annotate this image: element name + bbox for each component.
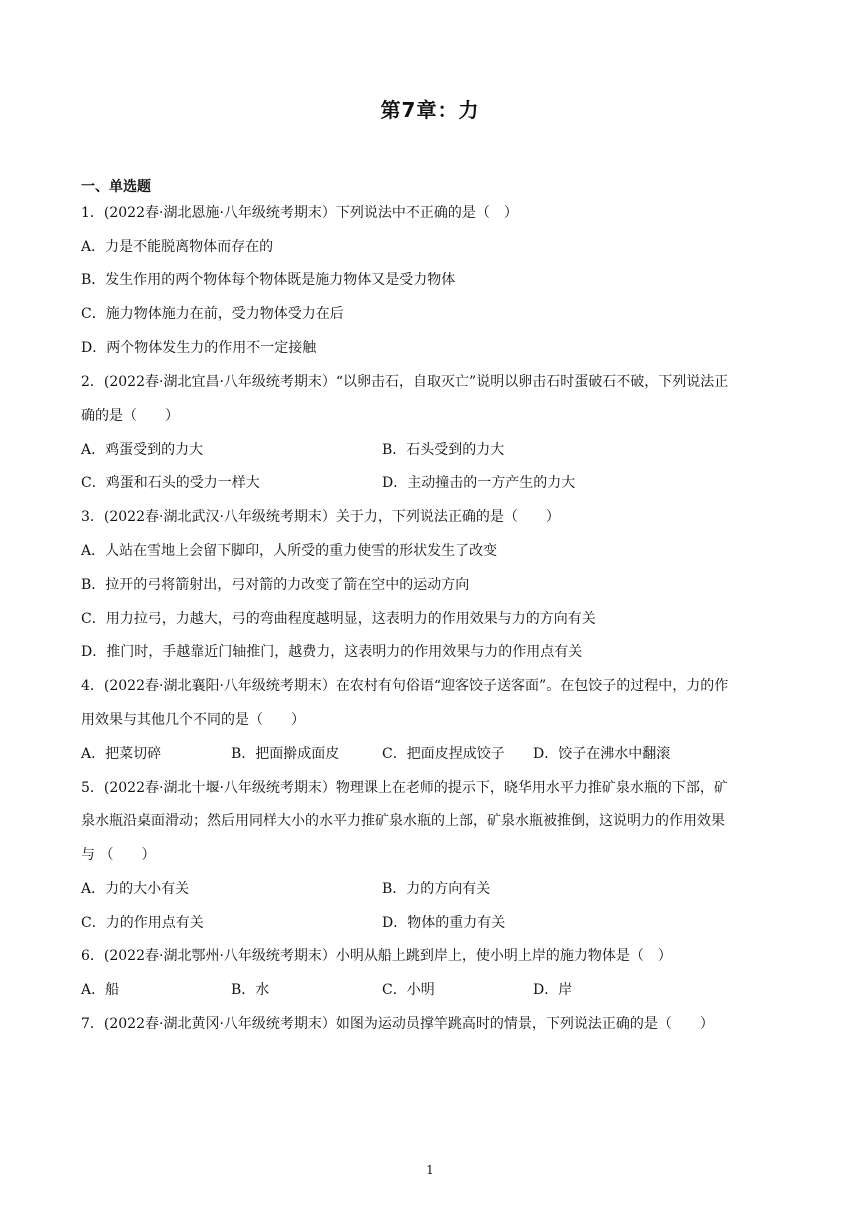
question-4-option-a: A．把菜切碎 (81, 746, 162, 762)
page-number: 1 (426, 1163, 434, 1177)
question-3-option-b: B．拉开的弓将箭射出，弓对箭的力改变了箭在空中的运动方向 (81, 577, 470, 593)
question-6-option-c: C．小明 (382, 982, 435, 998)
question-5-option-b: B．力的方向有关 (382, 881, 491, 897)
question-3-option-a: A．人站在雪地上会留下脚印，人所受的重力使雪的形状发生了改变 (81, 543, 498, 559)
question-1-stem: 1．(2022春·湖北恩施·八年级统考期末）下列说法中不正确的是（ ） (81, 205, 518, 221)
question-3-option-d: D．推门时，手越靠近门轴推门，越费力，这表明力的作用效果与力的作用点有关 (81, 644, 583, 660)
question-1-option-c: C．施力物体施力在前，受力物体受力在后 (81, 306, 344, 322)
question-5-stem-line2: 泉水瓶沿桌面滑动；然后用同样大小的水平力推矿泉水瓶的上部，矿泉水瓶被推倒，这说明力的作用效果 (81, 813, 725, 829)
question-3-stem: 3．(2022春·湖北武汉·八年级统考期末）关于力，下列说法正确的是（ ） (81, 509, 560, 525)
question-2-stem-line2: 确的是（ ） (81, 408, 179, 424)
question-4-stem-line2: 用效果与其他几个不同的是（ ） (81, 712, 305, 728)
question-5-stem-line1: 5．(2022春·湖北十堰·八年级统考期末）物理课上在老师的提示下，晓华用水平力推矿泉水瓶的下部，矿 (81, 780, 728, 796)
question-6-option-d: D．岸 (533, 982, 573, 998)
question-3-option-c: C．用力拉弓，力越大，弓的弯曲程度越明显，这表明力的作用效果与力的方向有关 (81, 611, 596, 627)
question-2-option-a: A．鸡蛋受到的力大 (81, 442, 204, 458)
question-4-option-b: B．把面擀成面皮 (231, 746, 340, 762)
section-heading: 一、单选题 (81, 179, 151, 195)
question-7-stem: 7．(2022春·湖北黄冈·八年级统考期末）如图为运动员撑竿跳高时的情景，下列说法正确的是（ ） (81, 1016, 714, 1032)
question-2-option-b: B．石头受到的力大 (382, 442, 505, 458)
question-6-option-a: A．船 (81, 982, 120, 998)
question-2-option-d: D．主动撞击的一方产生的力大 (382, 475, 576, 491)
page-title: 第7章：力 (380, 98, 480, 122)
question-1-option-b: B．发生作用的两个物体每个物体既是施力物体又是受力物体 (81, 272, 456, 288)
question-1-option-a: A．力是不能脱离物体而存在的 (81, 239, 274, 255)
question-4-option-c: C．把面皮捏成饺子 (382, 746, 505, 762)
question-2-option-c: C．鸡蛋和石头的受力一样大 (81, 475, 260, 491)
question-1-option-d: D．两个物体发生力的作用不一定接触 (81, 340, 317, 356)
question-4-option-d: D．饺子在沸水中翻滚 (533, 746, 671, 762)
question-6-stem: 6．(2022春·湖北鄂州·八年级统考期末）小明从船上跳到岸上，使小明上岸的施力物体是（ ） (81, 948, 672, 964)
question-5-option-a: A．力的大小有关 (81, 881, 190, 897)
question-5-stem-line3: 与 （ ） (81, 847, 156, 863)
question-5-option-d: D．物体的重力有关 (382, 915, 506, 931)
question-2-stem-line1: 2．(2022春·湖北宜昌·八年级统考期末）“以卵击石，自取灭亡”说明以卵击石时蛋破石不破，下列说法正 (81, 374, 729, 390)
question-6-option-b: B．水 (231, 982, 270, 998)
question-5-option-c: C．力的作用点有关 (81, 915, 204, 931)
question-4-stem-line1: 4．(2022春·湖北襄阳·八年级统考期末）在农村有句俗语“迎客饺子送客面”。在包饺子的过程中，力的作 (81, 678, 729, 694)
